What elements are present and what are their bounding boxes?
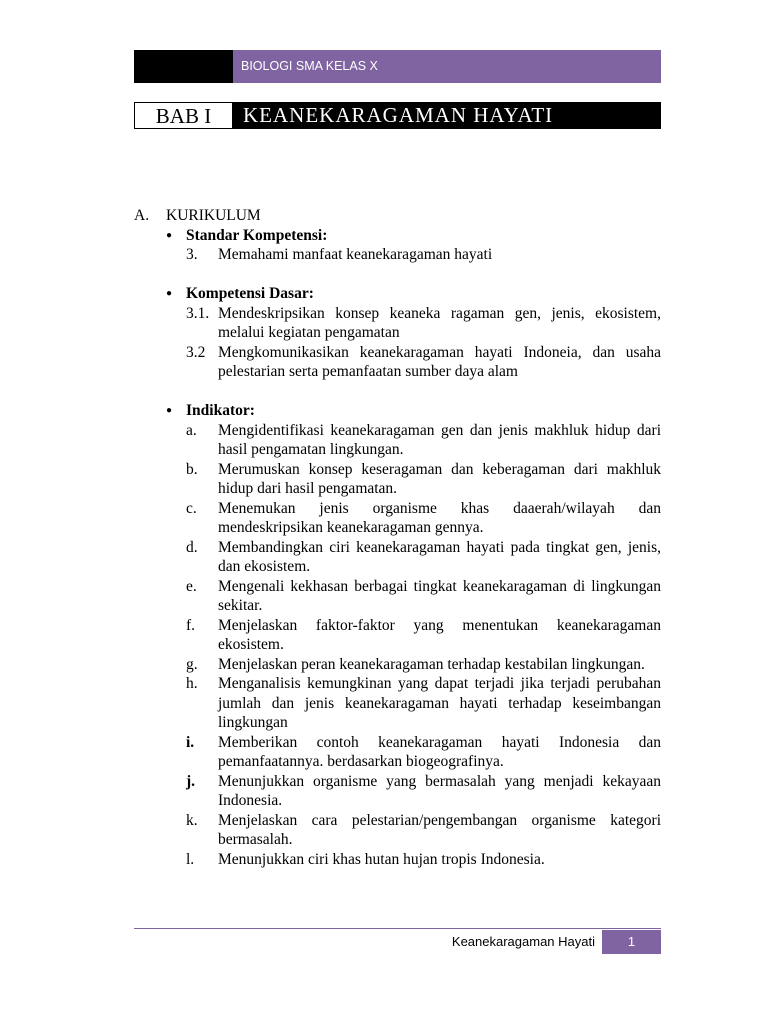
list-item bbox=[186, 245, 661, 265]
item-text: Membandingkan ciri keanekaragaman hayati pada tingkat gen, jenis, dan ekosistem. bbox=[218, 538, 661, 575]
document-body bbox=[134, 206, 661, 869]
item-text: Memahami manfaat keanekaragaman hayati bbox=[218, 246, 493, 263]
bullet-icon: ● bbox=[166, 229, 173, 241]
item-text: Mengenali kekhasan berbagai tingkat keanekaragaman di lingkungan sekitar. bbox=[218, 577, 661, 614]
item-number: 3.1. bbox=[186, 304, 210, 322]
item-text: Menunjukkan organisme yang bermasalah yang menjadi kekayaan Indonesia. bbox=[218, 772, 661, 809]
item-text: Menjelaskan peran keanekaragaman terhadap kestabilan lingkungan. bbox=[218, 655, 645, 673]
item-text: Mendeskripsikan konsep keaneka ragaman gen, jenis, ekosistem, melalui kegiatan pengamatan bbox=[218, 304, 661, 341]
kompetensi-dasar bbox=[166, 284, 661, 382]
item-number: b. bbox=[186, 460, 198, 478]
item-text: Menjelaskan cara pelestarian/pengembangan organisme kategori bermasalah. bbox=[218, 811, 661, 848]
bullet-icon: ● bbox=[166, 288, 173, 299]
item-number: f. bbox=[186, 616, 196, 634]
page-number: 1 bbox=[602, 930, 661, 954]
item-number: c. bbox=[186, 499, 197, 517]
list-item bbox=[186, 538, 661, 577]
item-number: k. bbox=[186, 811, 198, 829]
item-text: Menunjukkan ciri khas hutan hujan tropis Indonesia. bbox=[218, 850, 545, 868]
list-item bbox=[186, 616, 661, 655]
chapter-heading bbox=[134, 102, 661, 129]
item-text: Memberikan contoh keanekaragaman hayati Indonesia dan pemanfaatannya. berdasarkan biogeografinya. bbox=[218, 733, 661, 770]
page-header bbox=[134, 50, 661, 83]
list-item bbox=[186, 421, 661, 460]
item-number: d. bbox=[186, 538, 198, 556]
footer-divider bbox=[134, 928, 661, 929]
chapter-title: KEANEKARAGAMAN HAYATI bbox=[233, 102, 661, 129]
list-item bbox=[186, 674, 661, 733]
item-number: j. bbox=[186, 772, 196, 790]
list-item bbox=[186, 655, 661, 675]
standar-title-row bbox=[166, 226, 661, 246]
bullet-icon: ● bbox=[166, 405, 173, 416]
item-number: i. bbox=[186, 733, 195, 751]
list-item bbox=[186, 577, 661, 616]
item-number: l. bbox=[186, 850, 195, 868]
indikator bbox=[166, 401, 661, 869]
chapter-label: BAB I bbox=[134, 102, 233, 129]
section-title: KURIKULUM bbox=[166, 207, 261, 224]
header-black-block bbox=[134, 50, 233, 83]
item-number: g. bbox=[186, 655, 198, 673]
item-text: Menjelaskan faktor-faktor yang menentukan keanekaragaman ekosistem. bbox=[218, 616, 661, 653]
standar-title: Standar Kompetensi: bbox=[186, 226, 328, 244]
item-text: Mengkomunikasikan keanekaragaman hayati Indoneia, dan usaha pelestarian serta pemanfaatan sumber daya alam bbox=[218, 343, 661, 380]
header-subject: BIOLOGI SMA KELAS X bbox=[233, 50, 661, 83]
list-item bbox=[186, 850, 661, 870]
indikator-title: Indikator: bbox=[186, 402, 255, 419]
footer-title: Keanekaragaman Hayati bbox=[451, 934, 595, 949]
list-item bbox=[186, 304, 661, 343]
list-item bbox=[186, 460, 661, 499]
item-number: h. bbox=[186, 675, 198, 692]
item-number: 3. bbox=[186, 246, 198, 263]
list-item bbox=[186, 343, 661, 382]
item-text: Merumuskan konsep keseragaman dan keberagaman dari makhluk hidup dari hasil pengamatan. bbox=[218, 460, 661, 497]
item-text: Menganalisis kemungkinan yang dapat terjadi jika terjadi perubahan jumlah dan jenis keanekaragaman hayati terhadap keseimbangan lingkungan bbox=[218, 675, 661, 731]
kompetensi-title-row bbox=[166, 284, 661, 304]
section-heading bbox=[134, 206, 661, 226]
list-item bbox=[186, 733, 661, 772]
item-number: e. bbox=[186, 577, 197, 595]
section-letter: A. bbox=[134, 207, 150, 224]
item-number: 3.2 bbox=[186, 343, 206, 361]
item-text: Mengidentifikasi keanekaragaman gen dan jenis makhluk hidup dari hasil pengamatan lingkungan. bbox=[218, 421, 661, 458]
item-number: a. bbox=[186, 421, 197, 439]
kompetensi-title: Kompetensi Dasar: bbox=[186, 285, 314, 302]
list-item bbox=[186, 811, 661, 850]
list-item bbox=[186, 499, 661, 538]
list-item bbox=[186, 772, 661, 811]
item-text: Menemukan jenis organisme khas daaerah/wilayah dan mendeskripsikan keanekaragaman gennya. bbox=[218, 499, 661, 536]
indikator-title-row bbox=[166, 401, 661, 421]
standar-kompetensi bbox=[166, 226, 661, 265]
